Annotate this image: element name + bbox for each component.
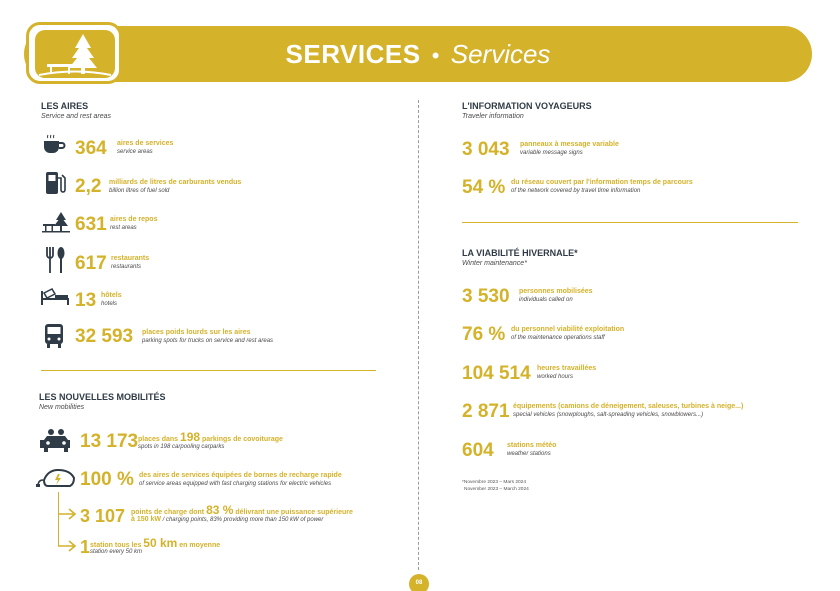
- fuel-label: milliards de litres de carburants vendus: [109, 179, 242, 186]
- column-divider: [418, 100, 419, 570]
- fuel-sub: billion litres of fuel sold: [109, 188, 170, 194]
- charging-sub: of service areas equipped with fast charging stations for electric vehicles: [139, 481, 332, 487]
- staff-percent-sub: of the maintenance operations staff: [511, 335, 605, 341]
- hotels-label: hôtels: [101, 292, 122, 299]
- restaurants-sub: restaurants: [111, 264, 142, 270]
- service-areas-value: 364: [75, 138, 107, 159]
- bed-icon: [40, 287, 70, 307]
- mobilites-title: LES NOUVELLES MOBILITÉS: [39, 392, 166, 402]
- travel-time-label: du réseau couvert par l'information temps de parcours: [511, 179, 693, 186]
- hotels-value: 13: [75, 290, 97, 311]
- points-sub: / charging points, 83% providing more than 150 kW of power: [162, 517, 324, 523]
- station-sub: station every 50 km: [90, 549, 143, 555]
- title-fr: SERVICES: [285, 39, 421, 69]
- points-label-number: 83 %: [206, 503, 234, 517]
- points-label-b: délivrant une puissance supérieure: [235, 509, 353, 516]
- worked-hours-label: heures travaillées: [537, 365, 597, 372]
- fork-knife-icon: [45, 246, 67, 274]
- left-section-rule: [41, 370, 376, 371]
- staff-mobilized-label: personnes mobilisées: [519, 288, 593, 295]
- weather-stations-sub: weather stations: [507, 451, 551, 457]
- charging-label: des aires de services équipées de bornes de recharge rapide: [139, 472, 342, 479]
- truck-spots-label: places poids lourds sur les aires: [142, 329, 251, 336]
- service-areas-label: aires de services: [117, 140, 174, 147]
- hotels-sub: hotels: [101, 301, 118, 307]
- fuel-value: 2,2: [75, 176, 102, 197]
- header-banner: [24, 26, 812, 82]
- restaurants-value: 617: [75, 253, 107, 274]
- points-label-a: points de charge dont: [131, 509, 205, 516]
- electric-car-icon: [36, 466, 76, 490]
- travel-time-value: 54 %: [462, 177, 506, 198]
- aires-subtitle: Service and rest areas: [41, 113, 112, 120]
- carpool-label-a: places dans: [138, 436, 179, 443]
- information-title: L'INFORMATION VOYAGEURS: [462, 101, 592, 111]
- fuel-pump-icon: [43, 170, 67, 196]
- rest-areas-value: 631: [75, 214, 107, 235]
- equipment-sub: special vehicles (snowploughs, salt-spreading vehicles, snowblowers...): [513, 412, 704, 418]
- coffee-cup-icon: [42, 134, 66, 156]
- weather-stations-value: 604: [462, 440, 494, 461]
- restaurants-label: restaurants: [111, 255, 150, 262]
- logo: [26, 22, 122, 84]
- points-label-c: à 150 kW: [131, 516, 161, 523]
- arrow-right-icon: [58, 540, 78, 552]
- carpool-value: 13 173: [80, 431, 139, 452]
- staff-percent-label: du personnel viabilité exploitation: [511, 326, 625, 333]
- station-value: 1: [80, 537, 91, 557]
- information-subtitle: Traveler information: [462, 113, 524, 120]
- arrow-right-icon: [58, 508, 78, 520]
- truck-spots-value: 32 593: [75, 326, 134, 347]
- worked-hours-value: 104 514: [462, 363, 531, 384]
- worked-hours-sub: worked hours: [537, 374, 574, 380]
- equipment-value: 2 871: [462, 401, 510, 422]
- staff-percent-value: 76 %: [462, 324, 506, 345]
- weather-stations-label: stations météo: [507, 442, 557, 449]
- station-label-b: en moyenne: [179, 542, 221, 549]
- message-signs-sub: variable message signs: [520, 150, 583, 156]
- staff-mobilized-value: 3 530: [462, 286, 510, 307]
- page-title: [24, 26, 812, 84]
- rest-areas-label: aires de repos: [110, 216, 158, 223]
- rest-areas-sub: rest areas: [110, 225, 137, 231]
- staff-mobilized-sub: individuals called on: [519, 297, 573, 303]
- service-areas-sub: service areas: [117, 149, 153, 155]
- tree-picnic-logo-icon: [35, 30, 115, 78]
- message-signs-value: 3 043: [462, 139, 510, 160]
- page-number: 08: [409, 574, 429, 591]
- car-people-icon: [40, 428, 72, 454]
- station-label-a: station tous les: [90, 542, 142, 549]
- carpool-label: [138, 431, 283, 444]
- title-en: Services: [450, 39, 551, 69]
- charging-points-value: 3 107: [80, 506, 126, 526]
- title-separator: •: [431, 43, 440, 68]
- footnote-en: November 2023 – March 2024: [464, 487, 529, 492]
- charging-value: 100 %: [80, 469, 134, 490]
- aires-title: LES AIRES: [41, 101, 89, 111]
- equipment-label: équipements (camions de déneigement, saleuses, turbines à neige...): [513, 403, 744, 410]
- truck-spots-sub: parking spots for trucks on service and rest areas: [142, 338, 274, 344]
- viabilite-subtitle: Winter maintenance*: [462, 260, 527, 267]
- carpool-label-number: 198: [180, 430, 201, 444]
- picnic-tree-icon: [42, 211, 70, 233]
- charging-points-sub-row: [131, 516, 323, 524]
- station-label-number: 50 km: [143, 536, 178, 550]
- message-signs-label: panneaux à message variable: [520, 141, 619, 148]
- truck-icon: [44, 323, 64, 349]
- carpool-label-b: parkings de covoiturage: [202, 436, 283, 443]
- mobilites-subtitle: New mobilities: [39, 404, 85, 411]
- travel-time-sub: of the network covered by travel time information: [511, 188, 641, 194]
- right-section-rule: [462, 222, 798, 223]
- viabilite-title: LA VIABILITÉ HIVERNALE*: [462, 248, 578, 258]
- carpool-sub: spots in 198 carpooling carparks: [138, 444, 225, 450]
- footnote-fr: *Novembre 2023 – Mars 2024: [462, 480, 526, 485]
